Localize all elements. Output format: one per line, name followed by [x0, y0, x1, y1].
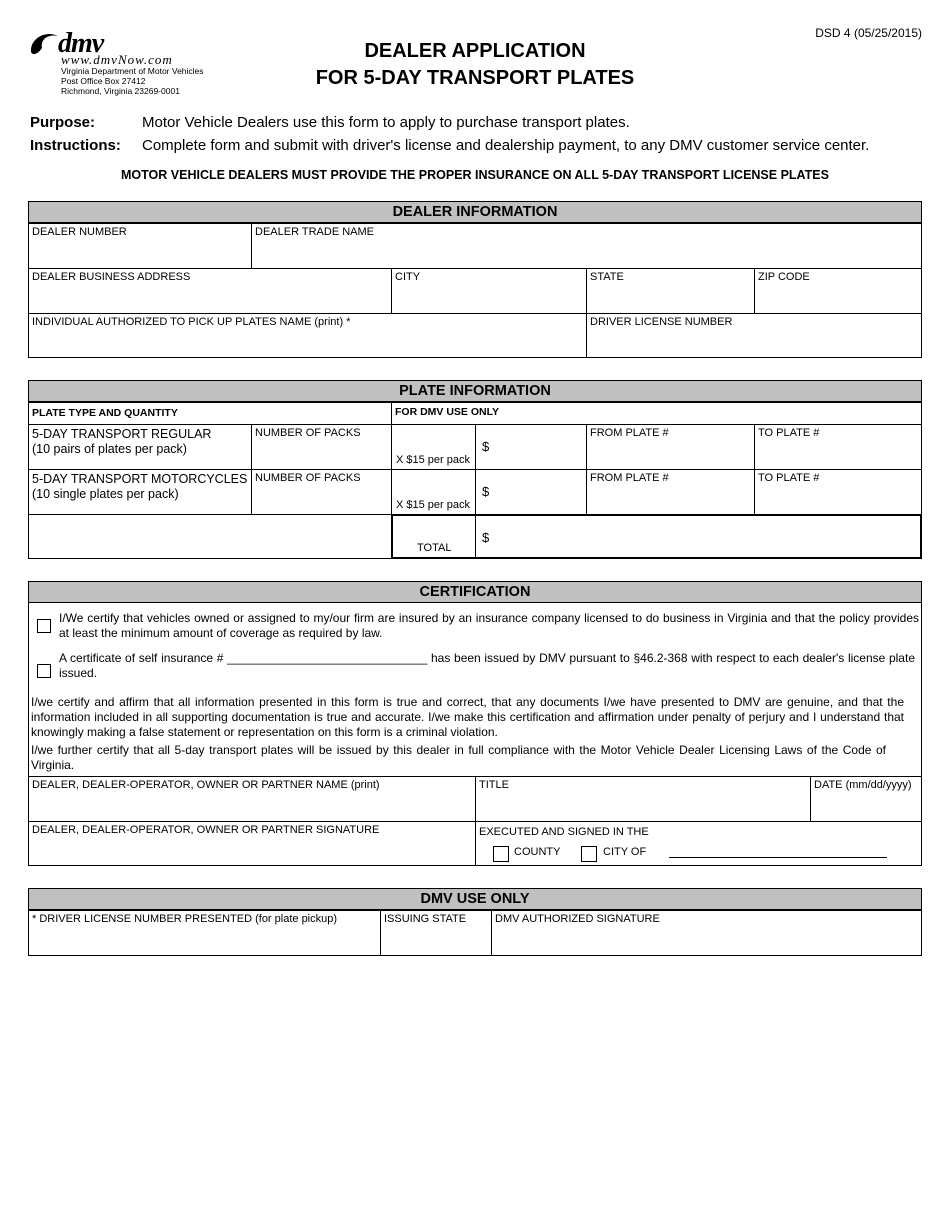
moto-subtitle: (10 single plates per pack)	[32, 487, 179, 501]
rate-label: X $15 per pack	[396, 454, 470, 466]
address-line: Post Office Box 27412	[61, 76, 146, 86]
dealer-number-field[interactable]	[28, 223, 252, 269]
total-label-cell	[391, 514, 476, 559]
purpose-label: Purpose:	[30, 114, 96, 131]
city-checkbox[interactable]	[581, 846, 597, 862]
locality-input-line[interactable]	[669, 857, 887, 858]
total-blank-cell	[28, 514, 392, 559]
city-of-label: CITY OF	[603, 846, 647, 858]
moto-amount-field[interactable]	[475, 469, 587, 515]
authorized-name-field[interactable]	[28, 313, 587, 358]
further-certification-text: I/we further certify that all 5-day transport plates will be issued by this dealer in full compliance with the Motor Vehicle Dealer Licensing Laws of the Code of Virginia.	[31, 743, 886, 772]
self-insured-statement: A certificate of self insurance # ______________________________ has been issued by DMV pursuant to §46.2-368 with respect to each dealer's license plate issued.	[59, 651, 915, 680]
trade-name-field[interactable]	[251, 223, 922, 269]
field-label: DATE (mm/dd/yyyy)	[814, 779, 912, 791]
field-label: FOR DMV USE ONLY	[395, 406, 500, 418]
field-label: FROM PLATE #	[590, 472, 669, 484]
field-label: TO PLATE #	[758, 472, 820, 484]
owner-name-field[interactable]	[28, 776, 476, 822]
page-title	[250, 38, 700, 92]
regular-amount-field[interactable]	[475, 424, 587, 470]
field-label: CITY	[395, 271, 421, 283]
field-label: DEALER, DEALER-OPERATOR, OWNER OR PARTNER SIGNATURE	[32, 824, 380, 836]
field-label: TITLE	[479, 779, 509, 791]
moto-rate-cell	[391, 469, 476, 515]
affirmation-text: I/we certify and affirm that all information presented in this form is true and correct, that any documents I/we have presented to DMV are genuine, and that the information included in all supporting documentation is true and accurate. I/we make this certification and affirmation under penalty of perjury and I understand that knowingly making a false statement or representation on this form is a criminal violation.	[31, 695, 904, 739]
field-label: ISSUING STATE	[384, 913, 467, 925]
insured-statement: I/We certify that vehicles owned or assigned to my/our firm are insured by an insurance company licensed to do business in Virginia and that the policy provides at least the minimum amount of coverage as required by law.	[59, 611, 919, 640]
regular-rate-cell	[391, 424, 476, 470]
dmv-use-header	[391, 402, 922, 425]
total-label: TOTAL	[417, 542, 452, 554]
moto-to-plate-field[interactable]	[754, 469, 922, 515]
address-line: Richmond, Virginia 23269-0001	[61, 86, 180, 96]
date-field[interactable]	[810, 776, 922, 822]
executed-location-cell	[475, 821, 922, 866]
field-label: DRIVER LICENSE NUMBER	[590, 316, 733, 328]
field-label: NUMBER OF PACKS	[255, 472, 361, 484]
address-line: Virginia Department of Motor Vehicles	[61, 66, 204, 76]
title-line-1: DEALER APPLICATION	[364, 40, 586, 62]
plate-info-heading: PLATE INFORMATION	[28, 380, 922, 402]
field-label: DEALER NUMBER	[32, 226, 127, 238]
plate-type-header	[28, 402, 392, 425]
dealer-info-heading: DEALER INFORMATION	[28, 201, 922, 223]
field-label: NUMBER OF PACKS	[255, 427, 361, 439]
field-label: ZIP CODE	[758, 271, 810, 283]
field-label: EXECUTED AND SIGNED IN THE	[479, 826, 649, 838]
form-id: DSD 4 (05/25/2015)	[815, 26, 922, 40]
zip-field[interactable]	[754, 268, 922, 314]
dollar-sign: $	[482, 439, 490, 454]
county-checkbox[interactable]	[493, 846, 509, 862]
logo-address	[61, 66, 204, 96]
dmv-swoosh-icon	[28, 30, 62, 58]
field-label: DEALER BUSINESS ADDRESS	[32, 271, 191, 283]
regular-subtitle: (10 pairs of plates per pack)	[32, 442, 187, 456]
instructions-text: Complete form and submit with driver's license and dealership payment, to any DMV customer service center.	[142, 137, 870, 154]
moto-packs-field[interactable]	[251, 469, 392, 515]
field-label: STATE	[590, 271, 624, 283]
purpose-text: Motor Vehicle Dealers use this form to apply to purchase transport plates.	[142, 114, 630, 131]
moto-title: 5-DAY TRANSPORT MOTORCYCLES	[32, 472, 248, 486]
owner-signature-field[interactable]	[28, 821, 476, 866]
title-line-2: FOR 5-DAY TRANSPORT PLATES	[315, 67, 635, 89]
insurance-warning: MOTOR VEHICLE DEALERS MUST PROVIDE THE PROPER INSURANCE ON ALL 5-DAY TRANSPORT LICENSE PLATES	[121, 168, 829, 182]
dl-presented-field[interactable]	[28, 910, 381, 956]
city-field[interactable]	[391, 268, 587, 314]
field-label: INDIVIDUAL AUTHORIZED TO PICK UP PLATES NAME (print) *	[32, 316, 351, 328]
dollar-sign: $	[482, 530, 490, 545]
logo-brand: dmv	[58, 28, 104, 59]
field-label: DMV AUTHORIZED SIGNATURE	[495, 913, 660, 925]
regular-from-plate-field[interactable]	[586, 424, 755, 470]
instructions-label: Instructions:	[30, 137, 121, 154]
purpose-block	[30, 111, 869, 157]
regular-to-plate-field[interactable]	[754, 424, 922, 470]
field-label: * DRIVER LICENSE NUMBER PRESENTED (for plate pickup)	[32, 913, 338, 925]
field-label: DEALER TRADE NAME	[255, 226, 374, 238]
certification-heading: CERTIFICATION	[28, 581, 922, 603]
field-label: PLATE TYPE AND QUANTITY	[32, 407, 178, 419]
dmv-logo	[28, 28, 228, 96]
owner-title-field[interactable]	[475, 776, 811, 822]
regular-packs-field[interactable]	[251, 424, 392, 470]
regular-plate-row	[28, 424, 252, 470]
total-amount-field[interactable]	[475, 514, 922, 559]
moto-from-plate-field[interactable]	[586, 469, 755, 515]
logo-web: www.dmvNow.com	[61, 52, 173, 67]
insured-checkbox[interactable]	[37, 619, 51, 633]
state-field[interactable]	[586, 268, 755, 314]
moto-plate-row	[28, 469, 252, 515]
dmv-signature-field[interactable]	[491, 910, 922, 956]
regular-title: 5-DAY TRANSPORT REGULAR	[32, 427, 212, 441]
self-insured-checkbox[interactable]	[37, 664, 51, 678]
county-label: COUNTY	[514, 846, 561, 858]
field-label: FROM PLATE #	[590, 427, 669, 439]
field-label: DEALER, DEALER-OPERATOR, OWNER OR PARTNER NAME (print)	[32, 779, 380, 791]
business-address-field[interactable]	[28, 268, 392, 314]
driver-license-field[interactable]	[586, 313, 922, 358]
dollar-sign: $	[482, 484, 490, 499]
dmv-only-heading: DMV USE ONLY	[28, 888, 922, 910]
rate-label: X $15 per pack	[396, 499, 470, 511]
field-label: TO PLATE #	[758, 427, 820, 439]
issuing-state-field[interactable]	[380, 910, 492, 956]
